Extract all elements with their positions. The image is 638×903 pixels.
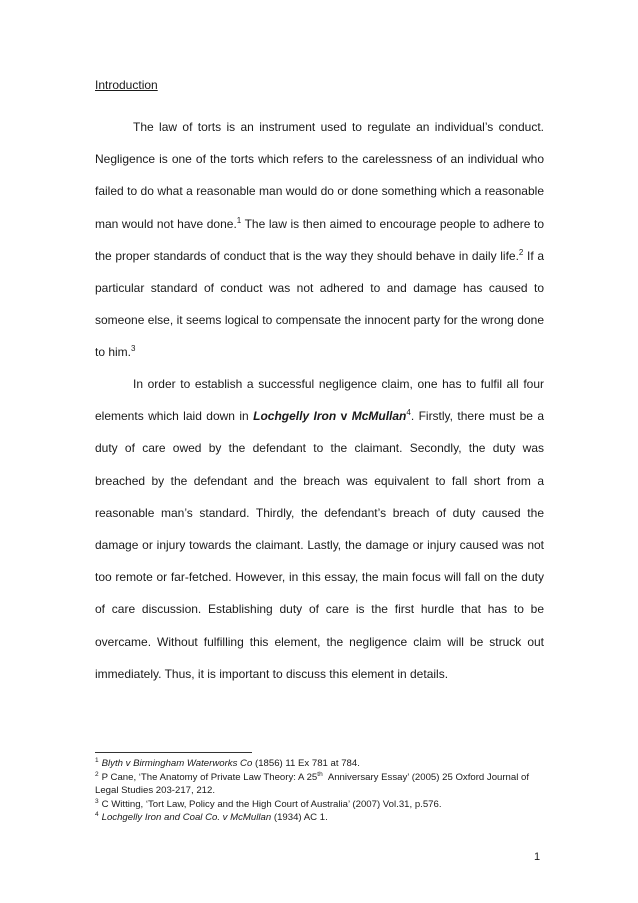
section-heading: Introduction — [95, 78, 158, 92]
paragraph-1 — [95, 111, 544, 369]
footnote-case-title: Lochgelly Iron and Coal Co. v McMullan — [101, 812, 272, 824]
footnote-ref-1: 1 — [236, 215, 242, 225]
footnote-number: 3 — [95, 797, 99, 805]
footnote-text: (1934) AC 1. — [271, 812, 328, 824]
footnote-separator — [95, 752, 252, 753]
page-number: 1 — [534, 851, 541, 863]
paragraph-1-text-a: The law of torts is an instrument used to regulate an individual’s conduct. Negligence is one of the torts which refers to the carelessness of an individual who failed to do what a reasonable man would do or done something which a reasonable man would not have done. — [95, 120, 544, 231]
paragraph-2 — [95, 368, 544, 690]
footnotes-list — [95, 757, 547, 825]
footnote-number: 4 — [95, 811, 99, 819]
footnote-item — [95, 757, 547, 771]
case-name-party-a: Lochgelly Iron — [253, 409, 337, 424]
footnote-number: 1 — [95, 757, 99, 764]
case-name-versus: v — [336, 409, 352, 424]
footnote-text-lead: P Cane, ‘The Anatomy of Private Law Theory: A 25 — [101, 771, 318, 783]
footnote-text: Anniversary Essay’ (2005) 25 Oxford Journal of Legal Studies 203-217, 212. — [95, 771, 530, 797]
footnote-item — [95, 798, 547, 812]
footnote-ordinal-suffix: th — [317, 770, 323, 778]
footnote-item — [95, 771, 547, 798]
paragraph-2-text-b: . Firstly, there must be a duty of care owed by the defendant to the claimant. Secondly, the duty was breached by the defendant and the breach was equivalent to fall short from a reasonable man’s standard. Thirdly, the defendant’s breach of duty caused the damage or injury towards the claimant. Lastly, the damage or injury caused was not too remote or far-fetched. However, in this essay, the main focus will fall on the duty of care discussion. Establishing duty of care is the first hurdle that has to be overcame. Without fulfilling this element, the negligence claim will be struck out immediately. Thus, it is important to discuss this element in details. — [95, 409, 545, 681]
footnote-ref-4: 4 — [406, 408, 411, 418]
footnote-ref-2: 2 — [518, 247, 524, 257]
paragraph-1-text-c: If a particular standard of conduct was not adhered to and damage has caused to someone else, it seems logical to compensate the innocent party for the wrong done to him. — [95, 248, 545, 360]
footnote-item — [95, 811, 547, 825]
footnote-text: C Witting, ‘Tort Law, Policy and the High Court of Australia’ (2007) Vol.31, p.576. — [101, 798, 442, 810]
paragraph-1-text-b: The law is then aimed to encourage people to adhere to the proper standards of conduct that is the way they should behave in daily life. — [95, 216, 545, 263]
footnote-ref-3: 3 — [131, 344, 136, 354]
footnote-text: (1856) 11 Ex 781 at 784. — [252, 758, 360, 769]
footnote-case-title: Blyth v Birmingham Waterworks Co — [101, 758, 253, 769]
case-name-party-b: McMullan — [351, 409, 407, 424]
paragraph-2-text-a: In order to establish a successful negligence claim, one has to fulfil all four elements which laid down in — [95, 377, 544, 424]
footnote-number: 2 — [95, 770, 99, 778]
